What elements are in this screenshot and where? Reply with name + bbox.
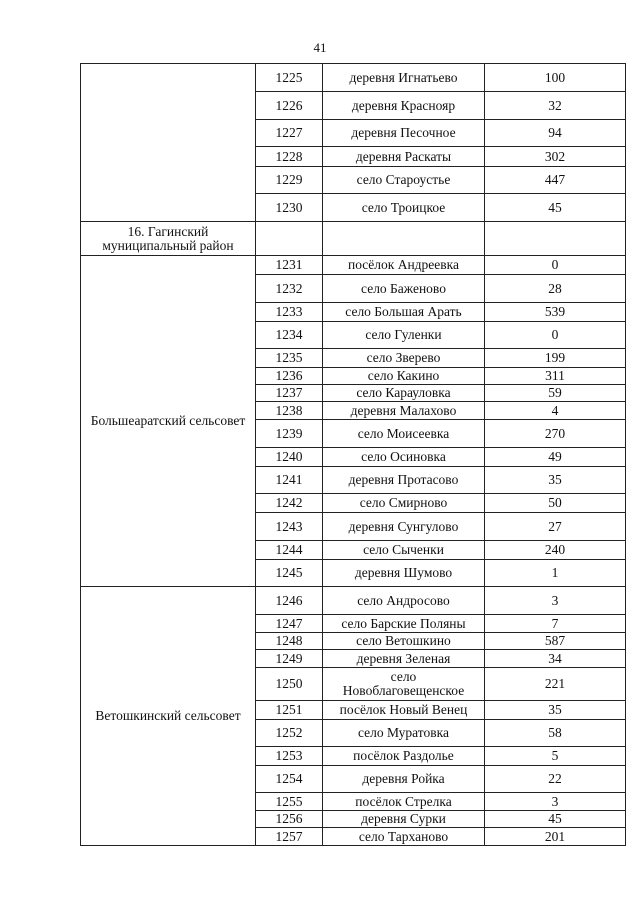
settlement-number: 1244 — [256, 541, 323, 560]
settlement-number: 1232 — [256, 275, 323, 303]
population-value: 447 — [485, 167, 626, 194]
settlement-number: 1245 — [256, 560, 323, 587]
empty-cell — [256, 222, 323, 256]
settlement-name: деревня Ройка — [323, 766, 485, 793]
population-value: 35 — [485, 701, 626, 720]
settlement-name: село Осиновка — [323, 448, 485, 467]
settlement-name-line: Новоблаговещенское — [342, 683, 465, 698]
settlement-name: село Староустье — [323, 167, 485, 194]
table-row — [81, 64, 626, 92]
population-value: 3 — [485, 587, 626, 615]
settlement-number: 1242 — [256, 494, 323, 513]
settlement-number: 1254 — [256, 766, 323, 793]
settlement-name: село Муратовка — [323, 720, 485, 747]
settlement-name: посёлок Стрелка — [323, 793, 485, 811]
empty-cell — [323, 222, 485, 256]
settlement-number: 1234 — [256, 322, 323, 349]
settlement-number: 1230 — [256, 194, 323, 222]
settlement-name: село Карауловка — [323, 385, 485, 402]
population-value: 0 — [485, 322, 626, 349]
settlement-number: 1240 — [256, 448, 323, 467]
settlement-number: 1228 — [256, 147, 323, 167]
settlements-table — [80, 63, 626, 846]
settlement-number: 1235 — [256, 349, 323, 368]
settlement-name: посёлок Новый Венец — [323, 701, 485, 720]
settlement-name: посёлок Раздолье — [323, 747, 485, 766]
settlement-number: 1255 — [256, 793, 323, 811]
population-value: 28 — [485, 275, 626, 303]
population-value: 7 — [485, 615, 626, 633]
settlement-number: 1257 — [256, 828, 323, 846]
population-value: 1 — [485, 560, 626, 587]
settlement-number: 1256 — [256, 811, 323, 828]
population-value: 0 — [485, 256, 626, 275]
settlement-number: 1238 — [256, 402, 323, 420]
settlement-name: деревня Зеленая — [323, 650, 485, 668]
settlement-number: 1250 — [256, 668, 323, 701]
settlement-number: 1246 — [256, 587, 323, 615]
settlement-name-line: село — [390, 669, 417, 684]
settlement-name: деревня Сунгулово — [323, 513, 485, 541]
table-row — [81, 256, 626, 275]
district-header: 16. Гагинский муниципальный район — [81, 222, 256, 256]
settlement-number: 1247 — [256, 615, 323, 633]
settlement-name: село Какино — [323, 368, 485, 385]
settlement-name: село Моисеевка — [323, 420, 485, 448]
page-number: 41 — [313, 40, 327, 55]
settlement-name: село Сыченки — [323, 541, 485, 560]
settlement-number: 1243 — [256, 513, 323, 541]
settlement-name: деревня Песочное — [323, 120, 485, 147]
district-header-row — [81, 222, 626, 256]
population-value: 27 — [485, 513, 626, 541]
population-value: 302 — [485, 147, 626, 167]
settlement-number: 1226 — [256, 92, 323, 120]
settlement-name: село Зверево — [323, 349, 485, 368]
settlement-name: деревня Протасово — [323, 467, 485, 494]
settlement-name: село Большая Арать — [323, 303, 485, 322]
settlement-name: посёлок Андреевка — [323, 256, 485, 275]
settlement-name: село Тарханово — [323, 828, 485, 846]
settlement-number: 1251 — [256, 701, 323, 720]
settlement-name: деревня Раскаты — [323, 147, 485, 167]
population-value: 32 — [485, 92, 626, 120]
settlement-name: село Гуленки — [323, 322, 485, 349]
settlement-name: село Барские Поляны — [323, 615, 485, 633]
population-value: 240 — [485, 541, 626, 560]
population-value: 59 — [485, 385, 626, 402]
empty-cell — [485, 222, 626, 256]
settlement-name: деревня Игнатьево — [323, 64, 485, 92]
settlement-number: 1236 — [256, 368, 323, 385]
settlement-name: село Баженово — [323, 275, 485, 303]
settlement-number: 1225 — [256, 64, 323, 92]
settlement-name: деревня Краснояр — [323, 92, 485, 120]
settlement-number: 1237 — [256, 385, 323, 402]
population-value: 45 — [485, 194, 626, 222]
population-value: 58 — [485, 720, 626, 747]
population-value: 4 — [485, 402, 626, 420]
population-value: 221 — [485, 668, 626, 701]
population-value: 199 — [485, 349, 626, 368]
population-value: 49 — [485, 448, 626, 467]
settlement-number: 1231 — [256, 256, 323, 275]
population-value: 201 — [485, 828, 626, 846]
area-cell: Ветошкинский сельсовет — [81, 587, 256, 846]
population-value: 311 — [485, 368, 626, 385]
settlement-number: 1249 — [256, 650, 323, 668]
settlement-name — [323, 668, 485, 701]
settlement-name: село Смирново — [323, 494, 485, 513]
population-value: 5 — [485, 747, 626, 766]
population-value: 3 — [485, 793, 626, 811]
population-value: 270 — [485, 420, 626, 448]
settlement-number: 1229 — [256, 167, 323, 194]
area-cell: Большеаратский сельсовет — [81, 256, 256, 587]
settlement-number: 1239 — [256, 420, 323, 448]
settlement-name: деревня Шумово — [323, 560, 485, 587]
area-cell — [81, 64, 256, 222]
settlement-name: село Ветошкино — [323, 633, 485, 650]
population-value: 100 — [485, 64, 626, 92]
population-value: 587 — [485, 633, 626, 650]
population-value: 94 — [485, 120, 626, 147]
settlement-number: 1253 — [256, 747, 323, 766]
population-value: 34 — [485, 650, 626, 668]
population-value: 50 — [485, 494, 626, 513]
population-value: 45 — [485, 811, 626, 828]
settlement-name: деревня Малахово — [323, 402, 485, 420]
settlement-number: 1252 — [256, 720, 323, 747]
settlement-name: село Троицкое — [323, 194, 485, 222]
settlement-name: село Андросово — [323, 587, 485, 615]
population-value: 539 — [485, 303, 626, 322]
settlement-number: 1227 — [256, 120, 323, 147]
table-row — [81, 587, 626, 615]
settlement-number: 1241 — [256, 467, 323, 494]
population-value: 22 — [485, 766, 626, 793]
settlement-number: 1248 — [256, 633, 323, 650]
population-value: 35 — [485, 467, 626, 494]
settlement-number: 1233 — [256, 303, 323, 322]
settlement-name: деревня Сурки — [323, 811, 485, 828]
